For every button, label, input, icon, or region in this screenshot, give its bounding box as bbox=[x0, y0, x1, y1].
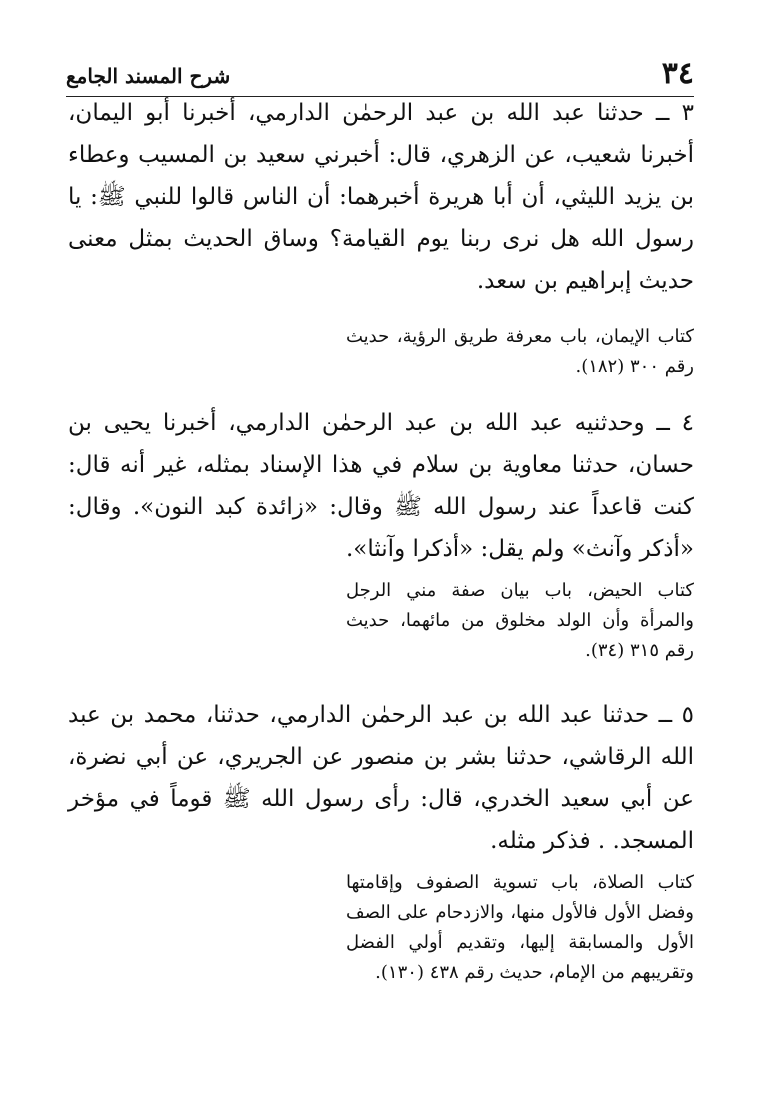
page-number: ٣٤ bbox=[661, 56, 694, 91]
page-header bbox=[66, 52, 694, 97]
hadith-5-reference: كتاب الصلاة، باب تسوية الصفوف وإقامتها وفضل الأول فالأول منها، والازدحام على الصف الأول والمسابقة إليها، وتقديم أولي الفضل وتقريبهم من الإمام، حديث رقم ٤٣٨ (١٣٠). bbox=[346, 872, 694, 983]
running-title: شرح المسند الجامع bbox=[66, 64, 231, 88]
hadith-4-reference: كتاب الحيض، باب بيان صفة مني الرجل والمرأة وأن الولد مخلوق من مائهما، حديث رقم ٣١٥ (٣٤). bbox=[346, 580, 694, 661]
hadith-4: ٤ ــ وحدثنيه عبد الله بن عبد الرحمٰن الدارمي، أخبرنا يحيى بن حسان، حدثنا معاوية بن سلام في هذا الإسناد بمثله، غير أنه قال: كنت قاعداً عند رسول الله ﷺ وقال: «زائدة كبد النون». وقال: «أذكر وآنث» ولم يقل: «أذكرا وآنثا». bbox=[68, 410, 694, 562]
hadith-5: ٥ ــ حدثنا عبد الله بن عبد الرحمٰن الدارمي، حدثنا، محمد بن عبد الله الرقاشي، حدثنا بشر بن منصور عن الجريري، عن أبي نضرة، عن أبي سعيد الخدري، قال: رأى رسول الله ﷺ قوماً في مؤخر المسجد. . فذكر مثله. bbox=[68, 702, 694, 854]
hadith-3-reference: كتاب الإيمان، باب معرفة طريق الرؤية، حديث رقم ٣٠٠ (١٨٢). bbox=[346, 326, 694, 377]
hadith-3: ٣ ــ حدثنا عبد الله بن عبد الرحمٰن الدارمي، أخبرنا أبو اليمان، أخبرنا شعيب، عن الزهري، قال: أخبرني سعيد بن المسيب وعطاء بن يزيد الليثي، أن أبا هريرة أخبرهما: أن الناس قالوا للنبي ﷺ: يا رسول الله هل نرى ربنا يوم القيامة؟ وساق الحديث بمثل معنى حديث إبراهيم بن سعد. bbox=[68, 100, 694, 294]
